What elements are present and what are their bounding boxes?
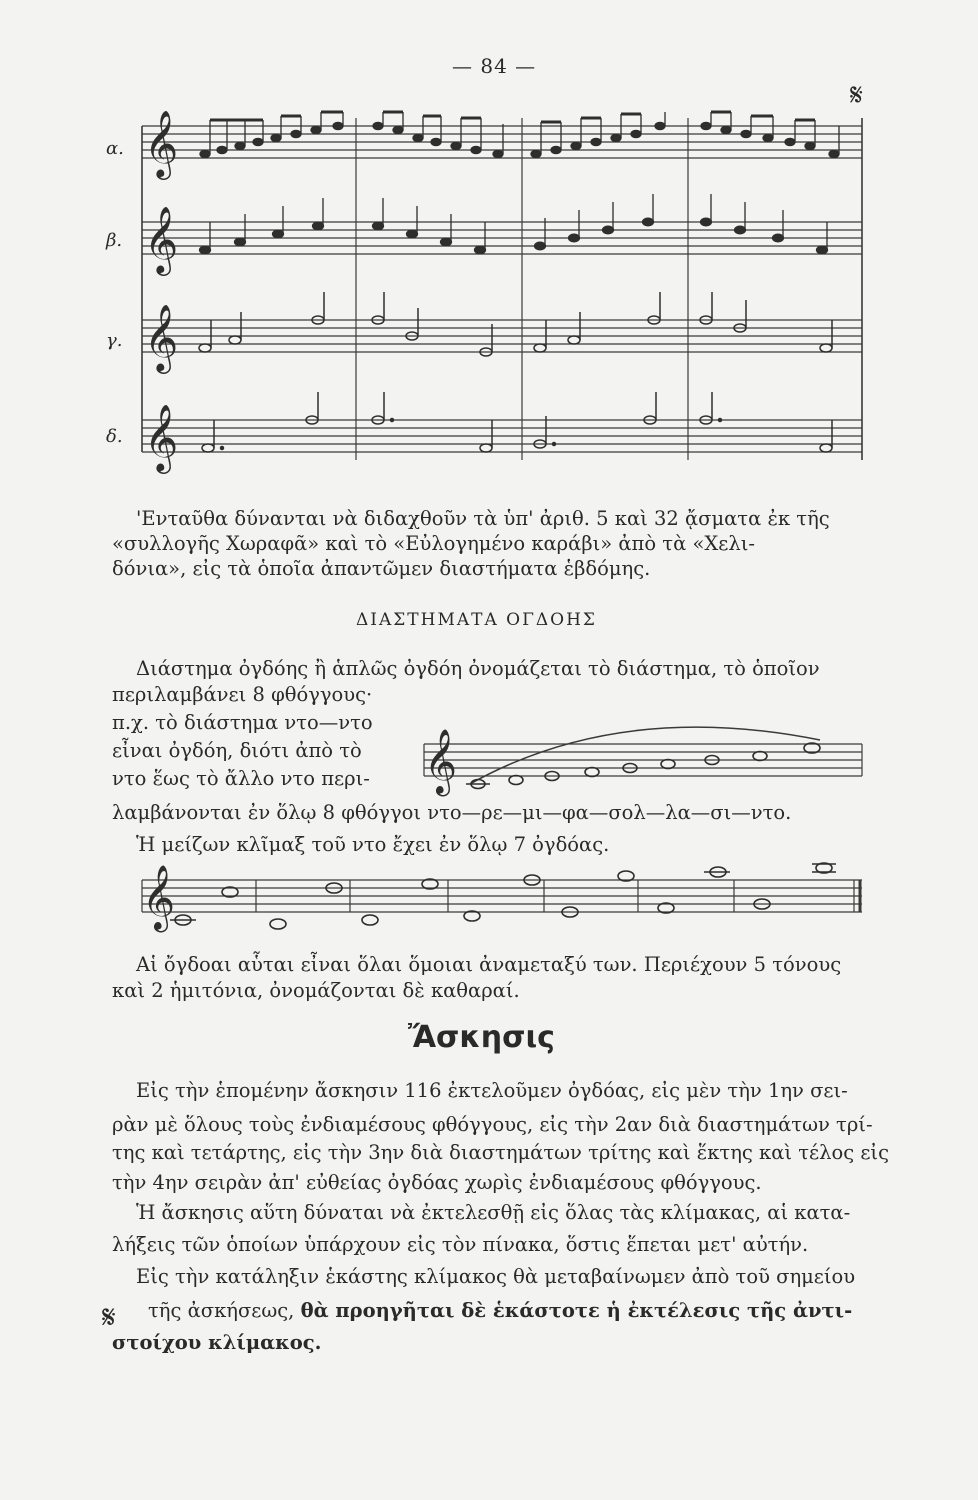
exercise-line-3: της καὶ τετάρτης, εἰς τὴν 3ην διὰ διαστημάτων τρίτης καὶ ἕκτης καὶ τέλος εἰς xyxy=(112,1141,890,1164)
exercise-line-4: τὴν 4ην σειρὰν ἀπ' εὐθείας ὀγδόας χωρὶς ἐνδιαμέσους φθόγγους. xyxy=(112,1171,762,1194)
exercise-heading: Ἄσκησις xyxy=(408,1020,555,1055)
exercise-line-2: ρὰν μὲ ὅλους τοὺς ἐνδιαμέσους φθόγγους, εἰς τὴν 2αν διὰ διαστημάτων τρί- xyxy=(112,1113,873,1136)
major-scale-line: Ἡ μείζων κλῖμαξ τοῦ ντο ἔχει ἐν ὅλῳ 7 ὀγδόας. xyxy=(136,833,610,856)
staff-label-delta: δ. xyxy=(106,426,123,447)
staff-delta xyxy=(142,420,862,452)
segno-icon: 𝄋 xyxy=(850,78,863,113)
exercise-line-5: Ἡ ἄσκησις αὕτη δύναται νὰ ἐκτελεσθῇ εἰς ὅλας τὰς κλίμακας, αἱ κατα- xyxy=(136,1201,851,1224)
staff-beta xyxy=(142,222,862,254)
staff-delta-notes xyxy=(202,392,832,452)
staff-alpha-notes xyxy=(200,112,839,158)
music-exercise-staves xyxy=(0,0,978,500)
exercise-line-6: λήξεις τῶν ὁποίων ὑπάρχουν εἰς τὸν πίνακα, ὅστις ἕπεται μετ' αὐτήν. xyxy=(112,1233,809,1256)
definition-line-2: περιλαμβάνει 8 φθόγγους· xyxy=(112,683,373,706)
staff-label-alpha: α. xyxy=(106,138,124,159)
definition-line-1: Διάστημα ὀγδόης ἢ ἁπλῶς ὀγδόη ὀνομάζεται τὸ διάστημα, τὸ ὁποῖον xyxy=(136,657,820,680)
page-number: — 84 — xyxy=(452,54,537,78)
exercise-line-7: Εἰς τὴν κατάληξιν ἑκάστης κλίμακος θὰ μεταβαίνωμεν ἀπὸ τοῦ σημείου xyxy=(136,1265,856,1288)
intro-line-1: 'Ενταῦθα δύνανται νὰ διδαχθοῦν τὰ ὑπ' ἀριθ. 5 καὶ 32 ᾄσματα ἐκ τῆς xyxy=(136,507,830,530)
staff-gamma-notes xyxy=(199,292,832,356)
intro-line-2: «συλλογῆς Χωραφᾶ» καὶ τὸ «Εὐλογημένο καράβι» ἀπὸ τὰ «Χελι- xyxy=(112,532,755,555)
example-line-1: π.χ. τὸ διάστημα ντο—ντο xyxy=(112,711,373,734)
exercise-final-line xyxy=(148,1298,852,1323)
treble-clef-icon: 𝄞 xyxy=(144,303,179,371)
example-line-3: ντο ἕως τὸ ἄλλο ντο περι- xyxy=(112,767,370,790)
summary-line-1: Αἱ ὄγδοαι αὗται εἶναι ὅλαι ὅμοιαι ἀναμεταξύ των. Περιέχουν 5 τόνους xyxy=(136,953,842,976)
exercise-final-line-2: στοίχου κλίμακος. xyxy=(112,1331,322,1354)
staff-label-beta: β. xyxy=(106,230,123,251)
final-line-bold: θὰ προηγῆται δὲ ἑκάστοτε ἡ ἐκτέλεσις τῆς ἀντι- xyxy=(300,1299,853,1322)
treble-clef-icon: 𝄞 xyxy=(144,205,179,273)
treble-clef-icon: 𝄞 xyxy=(144,109,179,177)
segno-icon: 𝄋 xyxy=(102,1298,116,1336)
exercise-line-1: Εἰς τὴν ἑπομένην ἄσκησιν 116 ἐκτελοῦμεν ὀγδόας, εἰς μὲν τὴν 1ην σει- xyxy=(136,1079,848,1102)
staff-gamma xyxy=(142,320,862,352)
intro-line-3: δόνια», εἰς τὰ ὁποῖα ἀπαντῶμεν διαστήματα ἑβδόμης. xyxy=(112,557,651,580)
summary-line-2: καὶ 2 ἡμιτόνια, ὀνομάζονται δὲ καθαραί. xyxy=(112,979,520,1002)
section-heading: ΔΙΑΣΤΗΜΑΤΑ ΟΓΔΟΗΣ xyxy=(356,610,597,630)
staff-label-gamma: γ. xyxy=(106,330,123,351)
treble-clef-icon: 𝄞 xyxy=(424,729,458,794)
example-line-4: λαμβάνονται ἐν ὅλῳ 8 φθόγγοι ντο—ρε—μι—φα—σολ—λα—σι—ντο. xyxy=(112,801,792,824)
treble-clef-icon: 𝄞 xyxy=(144,403,179,471)
example-line-2: εἶναι ὀγδόη, διότι ἀπὸ τὸ xyxy=(112,739,362,762)
final-line-plain: τῆς ἀσκήσεως, xyxy=(148,1299,301,1322)
staff-beta-notes xyxy=(200,194,828,254)
treble-clef-icon: 𝄞 xyxy=(142,865,176,930)
